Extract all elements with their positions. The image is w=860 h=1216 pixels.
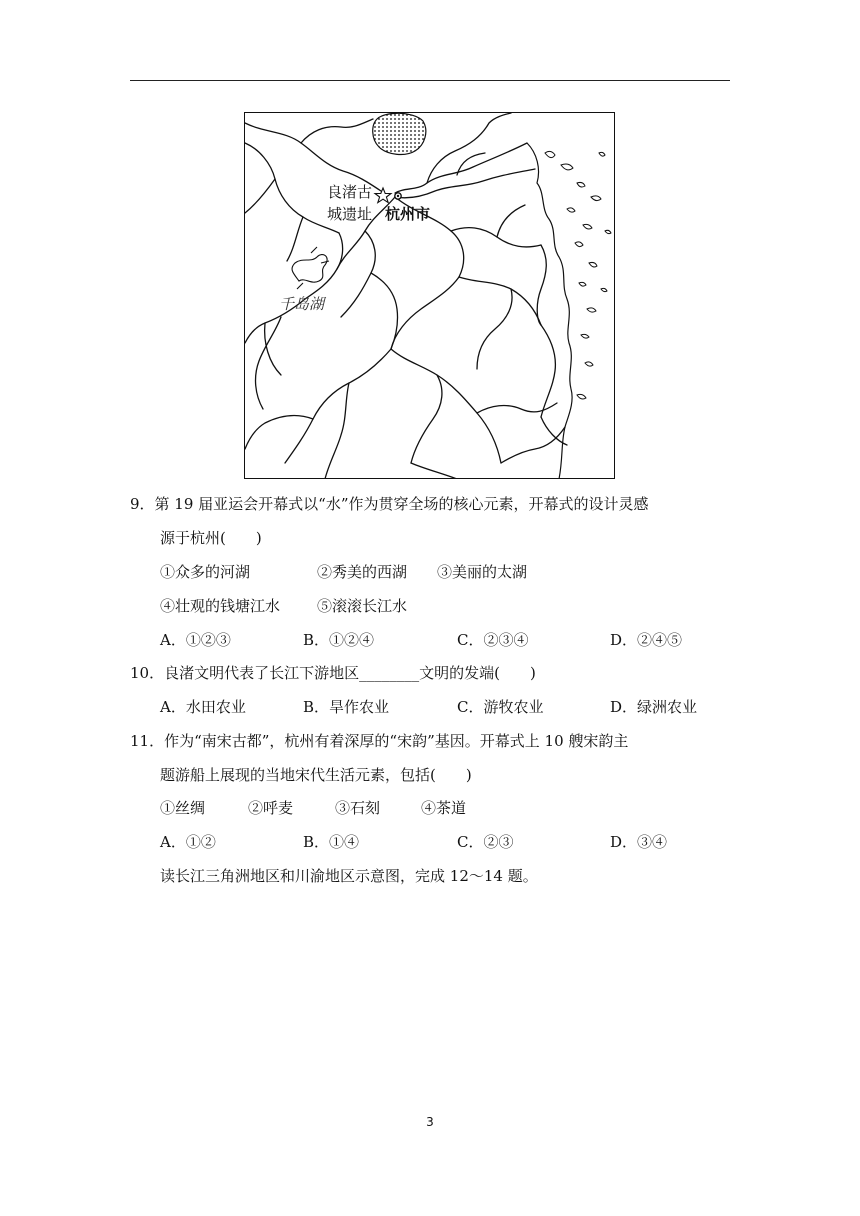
q9-stem-line1: 9．第 19 届亚运会开幕式以“水”作为贯穿全场的核心元素，开幕式的设计灵感 [130,495,649,513]
q9-option-c[interactable]: C．②③④ [457,631,529,649]
site-star-icon [375,188,391,203]
q11-stem-line1: 11．作为“南宋古都”，杭州有着深厚的“宋韵”基因。开幕式上 10 艘宋韵主 [130,732,629,750]
map-label-lake: 千岛湖 [279,295,325,313]
q9-item-2: ②秀美的西湖 [317,563,408,581]
zhejiang-map [244,112,615,479]
q11-item-4: ④茶道 [421,799,467,817]
q11-option-a[interactable]: A．①② [160,833,216,851]
q9-item-1: ①众多的河湖 [160,563,251,581]
q11-stem-line2: 题游船上展现的当地宋代生活元素，包括( ) [160,766,472,784]
instruction-text: 读长江三角洲地区和川渝地区示意图，完成 12～14 题。 [160,867,538,885]
q9-item-3: ③美丽的太湖 [437,563,528,581]
q11-item-3: ③石刻 [335,799,381,817]
shaded-area [373,113,426,154]
q9-stem-line2: 源于杭州( ) [160,529,262,547]
q9-item-4: ④壮观的钱塘江水 [160,597,281,615]
header-rule [130,80,730,81]
q11-option-c[interactable]: C．②③ [457,833,514,851]
q9-option-a[interactable]: A．①②③ [160,631,231,649]
q9-option-d[interactable]: D．②④⑤ [610,631,683,649]
q10-option-d[interactable]: D．绿洲农业 [610,698,698,716]
map-label-city: 杭州市 [385,205,431,223]
q10-option-c[interactable]: C．游牧农业 [457,698,544,716]
q9-item-5: ⑤滚滚长江水 [317,597,408,615]
q11-item-2: ②呼麦 [248,799,294,817]
q11-option-d[interactable]: D．③④ [610,833,668,851]
map-label-site-line1: 良渚古 [327,183,373,201]
q9-option-b[interactable]: B．①②④ [303,631,375,649]
q11-item-1: ①丝绸 [160,799,206,817]
map-label-site-line2: 城遗址 [327,205,373,223]
q10-option-a[interactable]: A．水田农业 [160,698,246,716]
q10-option-b[interactable]: B．旱作农业 [303,698,390,716]
q11-option-b[interactable]: B．①④ [303,833,360,851]
q10-stem: 10．良渚文明代表了长江下游地区________文明的发端( ) [130,664,536,682]
page-number: 3 [426,1115,434,1129]
